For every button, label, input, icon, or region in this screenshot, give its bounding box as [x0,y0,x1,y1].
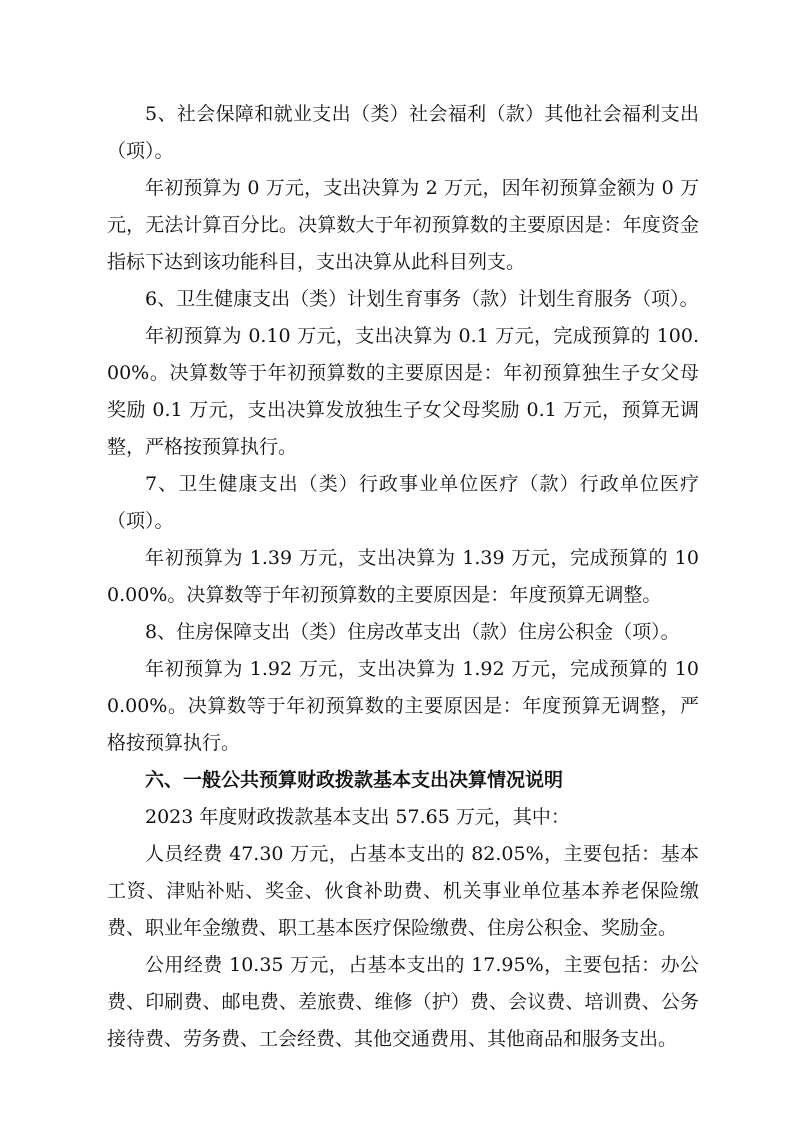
item-6-title: 6、卫生健康支出（类）计划生育事务（款）计划生育服务（项）。 [145,288,699,310]
item-8-body: 年初预算为 1.92 万元，支出决算为 1.92 万元，完成预算的 100.00%。决算数等于年初预算数的主要原因是：年度预算无调整，严格按预算执行。 [107,658,699,754]
personnel-expenses: 人员经费 47.30 万元，占基本支出的 82.05%，主要包括：基本工资、津贴补贴、奖金、伙食补助费、机关事业单位基本养老保险缴费、职业年金缴费、职工基本医疗保险缴费、住房公积金、奖励金。 [107,843,699,939]
item-7-body: 年初预算为 1.39 万元，支出决算为 1.39 万元，完成预算的 100.00%。决算数等于年初预算数的主要原因是：年度预算无调整。 [107,547,699,606]
item-8-title: 8、住房保障支出（类）住房改革支出（款）住房公积金（项）。 [145,621,680,643]
item-5-title: 5、社会保障和就业支出（类）社会福利（款）其他社会福利支出（项）。 [107,103,699,162]
document-body [107,96,699,1058]
public-expenses: 公用经费 10.35 万元，占基本支出的 17.95%，主要包括：办公费、印刷费、邮电费、差旅费、维修（护）费、会议费、培训费、公务接待费、劳务费、工会经费、其他交通费用、其他商品和服务支出。 [107,954,699,1050]
item-7-title: 7、卫生健康支出（类）行政事业单位医疗（款）行政单位医疗（项）。 [107,473,699,532]
section-heading: 六、一般公共预算财政拨款基本支出决算情况说明 [145,769,564,791]
basic-expenditure-summary: 2023 年度财政拨款基本支出 57.65 万元，其中： [145,806,570,828]
item-6-body: 年初预算为 0.10 万元，支出决算为 0.1 万元，完成预算的 100.00%。决算数等于年初预算数的主要原因是：年初预算独生子女父母奖励 0.1 万元，支出决算发放独生子女父母奖励 0.1 万元，预算无调整，严格按预算执行。 [107,325,699,458]
item-5-body: 年初预算为 0 万元，支出决算为 2 万元，因年初预算金额为 0 万元，无法计算百分比。决算数大于年初预算数的主要原因是：年度资金指标下达到该功能科目，支出决算从此科目列支。 [107,177,699,273]
